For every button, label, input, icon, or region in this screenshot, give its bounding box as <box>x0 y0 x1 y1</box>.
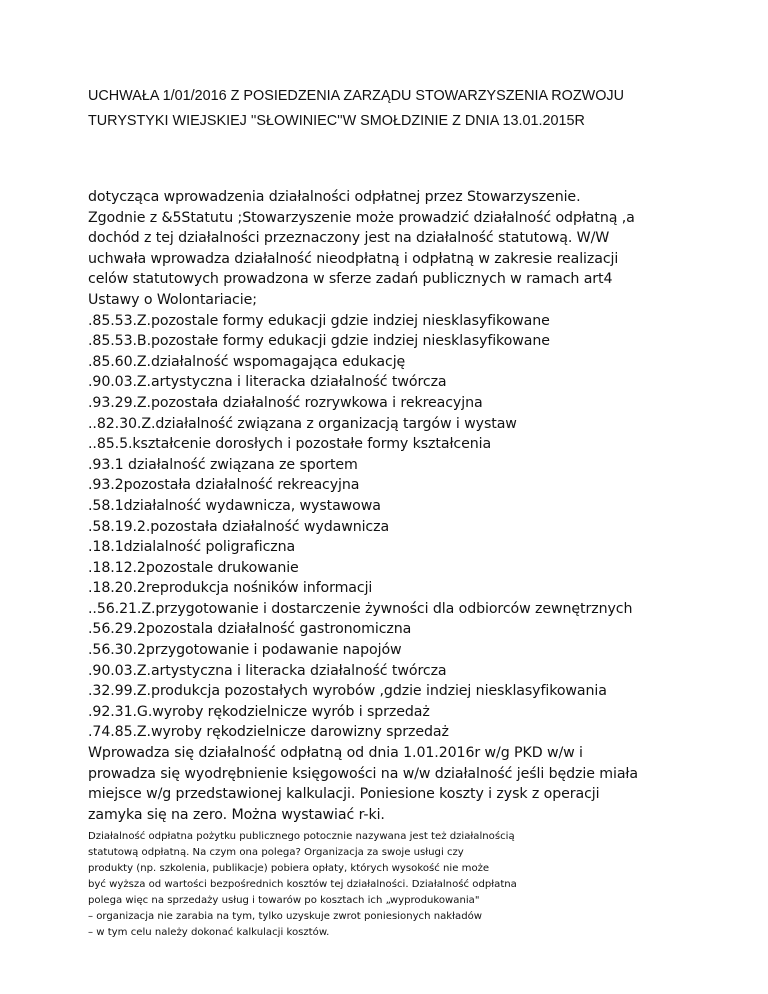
title-line: UCHWAŁA 1/01/2016 Z POSIEDZENIA ZARZĄDU STOWARZYSZENIA ROZWOJU <box>88 88 625 104</box>
pkd-list-item: .18.20.2reprodukcja nośników informacji <box>88 580 373 597</box>
document-title <box>88 84 728 134</box>
note-line: Działalność odpłatna pożytku publicznego potocznie nazywana jest też działalnością <box>88 831 515 843</box>
text-line: miejsce w/g przedstawionej kalkulacji. Poniesione koszty i zysk z operacji <box>88 786 600 803</box>
text-line: Ustawy o Wolontariacie; <box>88 291 257 308</box>
note-line: – organizacja nie zarabia na tym, tylko uzyskuje zwrot poniesionych nakładów <box>88 911 483 923</box>
pkd-list-item: .90.03.Z.artystyczna i literacka działalność twórcza <box>88 662 447 679</box>
note-line: polega więc na sprzedaży usług i towarów po kosztach ich „wyprodukowania" <box>88 895 480 907</box>
text-line: Wprowadza się działalność odpłatną od dnia 1.01.2016r w/g PKD w/w i <box>88 745 583 762</box>
pkd-list-item: .93.2pozostała działalność rekreacyjna <box>88 477 360 494</box>
pkd-list-item: ..56.21.Z.przygotowanie i dostarczenie żywności dla odbiorców zewnętrznych <box>88 600 633 617</box>
text-line: dochód z tej działalności przeznaczony jest na działalność statutową. W/W <box>88 230 610 247</box>
text-line: prowadza się wyodrębnienie księgowości na w/w działalność jeśli będzie miała <box>88 765 638 782</box>
pkd-list-item: ..85.5.kształcenie dorosłych i pozostałe formy kształcenia <box>88 436 492 453</box>
text-line: celów statutowych prowadzona w sferze zadań publicznych w ramach art4 <box>88 271 613 288</box>
note-line: – w tym celu należy dokonać kalkulacji kosztów. <box>88 927 330 939</box>
closing-paragraph <box>88 743 728 825</box>
text-line: Zgodnie z &5Statutu ;Stowarzyszenie może prowadzić działalność odpłatną ,a <box>88 209 635 226</box>
pkd-list-item: .18.1dzialalność poligraficzna <box>88 539 296 556</box>
text-line: zamyka się na zero. Można wystawiać r-ki. <box>88 806 385 823</box>
intro-paragraph <box>88 187 728 311</box>
pkd-list <box>88 311 728 743</box>
pkd-list-item: .32.99.Z.produkcja pozostałych wyrobów ,gdzie indziej niesklasyfikowania <box>88 683 607 700</box>
text-line: dotycząca wprowadzenia działalności odpłatnej przez Stowarzyszenie. <box>88 189 581 205</box>
note-line: produkty (np. szkolenia, publikacje) pobiera opłaty, których wysokość nie może <box>88 863 490 875</box>
pkd-list-item: .90.03.Z.artystyczna i literacka działalność twórcza <box>88 374 447 391</box>
explanatory-note <box>88 829 728 941</box>
pkd-list-item: .85.53.Z.pozostale formy edukacji gdzie indziej niesklasyfikowane <box>88 312 550 329</box>
pkd-list-item: .85.60.Z.działalność wspomagająca edukację <box>88 353 406 370</box>
pkd-list-item: .93.1 działalność związana ze sportem <box>88 456 358 473</box>
pkd-list-item: .56.30.2przygotowanie i podawanie napojów <box>88 642 402 659</box>
document-body <box>88 187 728 825</box>
note-line: być wyższa od wartości bezpośrednich kosztów tej działalności. Działalność odpłatna <box>88 879 517 891</box>
pkd-list-item: .93.29.Z.pozostała działalność rozrywkowa i rekreacyjna <box>88 394 483 411</box>
pkd-list-item: .58.19.2.pozostała działalność wydawnicza <box>88 518 390 535</box>
document-page <box>88 84 728 941</box>
pkd-list-item: .85.53.B.pozostałe formy edukacji gdzie indziej niesklasyfikowane <box>88 333 550 350</box>
text-line: uchwała wprowadza działalność nieodpłatną i odpłatną w zakresie realizacji <box>88 250 619 267</box>
pkd-list-item: .58.1działalność wydawnicza, wystawowa <box>88 497 381 514</box>
pkd-list-item: .56.29.2pozostala działalność gastronomiczna <box>88 621 412 638</box>
pkd-list-item: .74.85.Z.wyroby rękodzielnicze darowizny sprzedaż <box>88 724 449 741</box>
pkd-list-item: ..82.30.Z.działalność związana z organizacją targów i wystaw <box>88 415 517 432</box>
pkd-list-item: .92.31.G.wyroby rękodzielnicze wyrób i sprzedaż <box>88 703 430 720</box>
pkd-list-item: .18.12.2pozostale drukowanie <box>88 559 299 576</box>
title-line: TURYSTYKI WIEJSKIEJ ''SŁOWINIEC''W SMOŁDZINIE Z DNIA 13.01.2015R <box>88 113 585 129</box>
note-line: statutową odpłatną. Na czym ona polega? Organizacja za swoje usługi czy <box>88 847 464 859</box>
